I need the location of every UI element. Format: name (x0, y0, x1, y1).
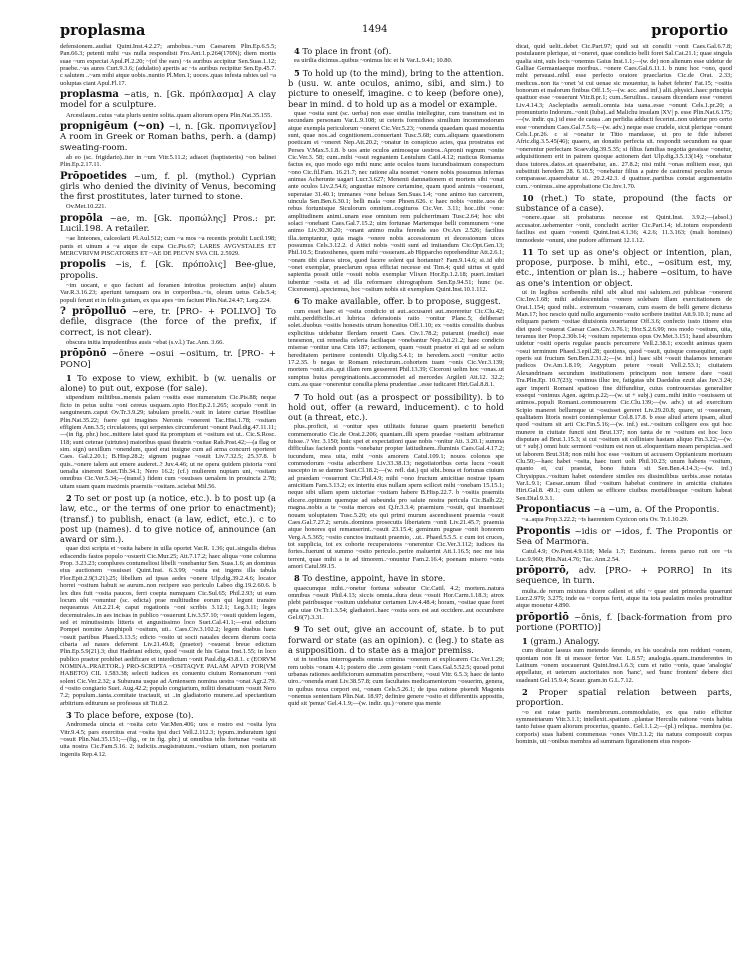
sense-text: To hold out (as a prospect or possibility). b to hold out, offer (a reward, inducement). c to hold out (a threat, etc.). (288, 391, 504, 423)
sense-7 (288, 392, 504, 423)
sense-11 (516, 247, 732, 288)
definition: ~ōnere ~osui ~ositum, tr. [PRO- + PONO] (60, 349, 276, 370)
sense-number: 7 (294, 391, 300, 402)
sense-number: 6 (294, 296, 300, 307)
definition: ~a ~um, a. Of the Propontis. (590, 505, 720, 515)
citations: multa..de rerum mixtura dicere callent et sibi ~ quae sint primordia quaerunt Lucr.2.979; 3.275; inde ea ~ corpus ferit, atque ita tota paulatim moles protruditur atque mouetur 4.890. (516, 587, 732, 610)
headword: Propontiacus (516, 504, 591, 515)
definition: ~ere, tr. [PRO- + POLLVO] To defile, disgrace (the force of the prefix, if correct, is not clear). (60, 307, 276, 338)
sense-number: 8 (294, 573, 300, 584)
citations: quae dixi scripta et ~osita habere in uilla oportet Var.R. 1.36; qui..singulis diebus ediscendis fastos populo ~osuerit Cic.Mur.25; Att.7.17.2; haec aliqua ~one columna Prop. 3.23.23; complures contumeliosi libelli ~onebantur Sen. Suas.1.6; an dominus eius auctionem ~osuisset Quint.Inst. 6.3.99; ~osita est ingens illa tabula Flor.Epit.2.9(3.21).25; libellum ad ipsas aedes ~onere Ulp.dig.39.2.4.6; locator horrei ~ositum habuit se aurum..non recipere suo periculo Labeo dig.19.2.60.6. b lex dies fuit ~osita paucos, ferri coepta numquam Cic.Sul.65; Phil.2.93; ut eum locum ubi ~onuntur (sc. edicta) prae multitudine eorum qui legunt transire nequeamus Att.2.21.4; caput rogationis ~oni scribis 3.12.1; Leg.3.11; leges decemuirales..in aes incisas in publico ~osuerunt Liv.3.57.10; ~osuit quidem legem, sed et minutissimis litteris et angustissimo loco Suet.Cal.41.1;—erat edictum Pompei nomine Amphipoli ~ositum, uti.. Caes.Civ.3.102.2; legem duabus hanc ~osuit partibus Phaed.3.13.5; edicto ~osito ut socii nauales decem dierum cocta cibaria ad naues deferrent Liv.21.49.8; (praetor) ~osuerat breue edictum Plin.Ep.5.9(21).3; diui Hadriani edicto, quod ~osuit de his Gaius Inst.1.55; in loco publico praetor prohibet aedificare et interdictum ~onit Paul.dig.43.8.1. c (EORVM NOMINA..PRAETOR..) PRO-SCRIPTA ~OSITAQVE PALAM APVD FOR(VM HABETO) CIL 1.583.38; selecti iudices ex conuentu ciuium Romanorum ~oni solent Cic.Ver.2.32; a Suburana usque ad Arniensem nomina uestra ~onat Agr.2.79. d ~osito congiario Suet. Aug.42.2; populo congiarium, militi donatiuum ~osuit Nero 7.2; populum..tanta..comitate tractauit, ut ..in gladiatorio munere..ad spectantium arbitrium editurum se professus sit Tit.8.2. (60, 545, 276, 707)
sense-1 (516, 636, 732, 646)
sense-number: 9 (294, 624, 300, 635)
sense-number: 3 (66, 710, 72, 720)
sense-text: To place in front (of). (299, 46, 392, 56)
entry-propontis (516, 527, 732, 548)
entry-propolluo (60, 307, 276, 338)
sense-number: 1 (522, 636, 528, 647)
sense-10 (516, 193, 732, 214)
definition: ~idis or ~idos, f. The Propontis or Sea of Marmora. (516, 526, 732, 547)
definition: ~i, n. [Gk. προπνιγεῖον] A room in Greek or Roman baths, perh. a (damp) sweating-room. (60, 122, 277, 153)
sense-3 (60, 710, 276, 720)
citations: ~a..aqua Prop.3.22.2; ~is haerentem Cyzicon oris Ov. Tr.1.10.29. (522, 516, 689, 524)
dictionary-columns (60, 43, 732, 761)
sense-number: 11 (522, 246, 534, 257)
running-head (0, 20, 750, 42)
definition: ~um, f. pl. (mythol.) Cyprian girls who denied the divinity of Venus, becoming the first prostitutes, later turned to stone. (60, 171, 276, 203)
sense-1 (60, 373, 276, 394)
entry-proplasma (60, 90, 276, 111)
citations: plus..proficit, si ~onitur spes utilitatis futurae quam praeteriti beneficii commemoratio Cic.de Orat.2.206; quantam..illi spem praedae ~ositam arbitramur fuisse..? Ver. 3.150; huic spei et expectationi quae nobis ~onitur Att. 3.20.1; summa difficultas faciendi pontis ~onebatur propter latitudinem..fluminis Caes.Gal.4.17.2; iucundum, mea uita, mihi ~onis amorem Catul.109.1; nouos colonos spe commodorum ~osita adscribere Liv.33.38.13; negotiatoribus certa lucra ~osuit suscepto in se damno Suet.Cl.18.2;—(w. refl. dat.) qui sibi..bona et fortunas ciuium ad praedam ~osuerunt Cic.Phil.4.9; mihi ~ono fructum amicitiae nostrae ipsam amicitiam Fam.3.13.2; ex interitu eius nullam spem scilicet mihi ~onebam 15.15.1; neque sibi ullam spem uictoriae ~ositam habere B.Hisp.22.7. b ~ositis praemiis elicere..optimum quemque ad subeunda pro salute nostra pericula Cic.Balb.22; magna..nobis a te ~osita merces est Q.fr.3.3.4; praemium ~osuit, qui inuenisset nouam uoluptatem Tusc.5.20; eis qui primi murum ascendissent praemia ~osuit Caes.Gal.7.27.2; seruis..dominos prosecutis libertatem ~onit Liv.21.45.7; praemia atque honores qui remanserint..~osuit 23.15.4; geminum pugnae ~onit honorem Verg.A.5.365; ~osito cunctos inuitauit praemio, ..ut.. Phaed.5.5.5. c cum tot cruces, tot supplicia, tot ex cohorte recuperatores ~onerentur Cic.Ver.3.112; iudices ita fortes..fuerunt ut summo ~osito periculo..perire maluerint Att.1.16.5; nec me ista terrent, quae mihi a te ad timorem..~onuntur Fam.2.16.4; poenam misero ~onis amori Catul.99.15. (288, 423, 504, 570)
headword: ? prōpolluō (60, 306, 127, 318)
citations: ut in legibus scribendis nihil sibi aliud nisi salutem..rei publicae ~onerent Cic.Inv.1.68; mihi adulescentulus ~onere solebam illam exercitationem de Orat.1.154; quod mihi.. extremum ~osueram, cum essem de belli genere dicturus Man.17; hoc nescio quid nullo argumento ~osito scribere institui Att.9.10.1; nunc ad reliquam partem ~ositae diuisionis reuertamur Off.3.6; confecto iusto itinere eius diei quod ~osuerat Caesar Caes.Civ.3.76.1; Hor.S.2.6.99; nos modo ~ositum, uita, teramus iter Prop.2.30b.14; ~ositum repetemus opus Ov.Met.3.151; haud absurdum uidetur ~ositi operis regulae paucis percurrere Vell.2.38.1; excedit animus quem ~osui terminum Phaed.3.epil.28; quotiens, quod ~osuit, quisque consequitur, capit operis sui fructum Sen.Ben.2.31.2;—(w. inf.) haec sibi ~osuit thalamos temerare pudicos Ov.Am.1.8.19; Aegyptum petere ~osuit Vell.2.53.1; ciuitatem Alexandrinam secundum institutionem principum non temere dare ~osui Tra.Plin.Ep. 10.7(23); ~onimus illuc ire, fatigatas ubi Daedalus ezuit alas Juv.3.24; ager imperii Romani spatioso fine diffunditur, cuius controuersias generaliter exsequi ~onimus Agen. agrim.p.22;—(w. ut + subj.) cum..mihi initio ~osuissem ut animos..populi Romani..commouerem Cic.Clu.139;—(w. adv.) ut ad exercitum Scipio maneret bellumque ut ~osuisset gereret Liv.29.20.8; quare, ut ~osueram, qualitatem litoris nostri contemplemur Col.8.17.8. b esse aliud artem ipsam, aliud quod ~ositum sit arti Cic.Fin.5.16;—(w. inf.) est..~ositum colligere eos qui hoc munere in ciuitate functi sint Brut.137; non tanta de re ~ositum est hoc loco disputare ad Brut.1.15.3; si cui ~ositum sit colliniare hastam aliquo Fin.3.22;—(w. ut + subj.) omni huic sermoni ~ositum est non ut..eloquentiam meam perspicias..sed ut laborem Brut.318; non mihi hoc esse ~ositum ut accusem Oppianicum mortuum Clu.50;—haec habet ~osita, haec tueri uolt Phil.10.23; unum habens ~ositum, quanto ei, cui praestat, bono futura sit Sen.Ben.4.14.3;—(w. inf.) Chrysippus..~ositum habet ostendere similes res dissimilibus uerbis..esse notatas Var.L.9.1; Caesar..unum illud ~ositum habebat continere in amicitia ciuitates Hirt.Gal.8. 49.1; cum utilem se efficere ciuibus mortalibusque ~ositum habeat Sen.Dial.9.3.1. (516, 289, 732, 502)
citations-carryover: defensionem..audiat Quint.Inst.4.2.27; ambobus..~um Caesarem Plin.Ep.6.5.5; Pan.66.3; petenti mihi ~us nulla respondisti Fro.Ant.1.p.264(170N); diem mortis suae ~um expectat Apul.Pl.2.20; ~(of the ears) ~is auribus accipitur Sen.Suas.1.12; praebe..~as aures Curt.9.3.6; (adulatio) apertis ac ~is auribus recipitur Sen.Ep.45.7. c salutem ..~am mihi atque uobis..nuntio Pl.Men.1; uoces..quas infesta rabies uel ~a uoluptas ciant Apul.Fl.17. (60, 43, 276, 87)
guide-word-right: proportio (651, 22, 728, 39)
sense-text: Proper spatial relation between parts, proportion. (516, 687, 732, 708)
citations: ~onere..quae sit probaturus necesse est Quint.Inst. 3.9.2;—(absol.) accusator..uehementer ~onit, concludit acriter Cic.Part.14; id..totum respondenti facilius est quam ~onenti Quint.Inst.4.1.36; 4.2.6; 11.3.163; (mali homines) immodeste ~onunt, sine pudore affirmant 12.1.12. (516, 214, 732, 244)
headword: proplasma (60, 89, 119, 101)
sense-number: 1 (66, 372, 72, 383)
headword: Prōpoetides (60, 170, 127, 182)
definition: ~is, f. [Gk. πρόπολις] Bee-glue, propolis. (60, 260, 276, 281)
page-number: 1494 (362, 24, 388, 35)
sense-5 (288, 68, 504, 109)
sense-2 (60, 493, 276, 544)
sense-2 (516, 687, 732, 708)
sense-4 (288, 46, 504, 56)
sense-text: To place before, expose (to). (71, 710, 194, 720)
sense-text: (gram.) Analogy. (527, 636, 600, 647)
sense-8 (288, 573, 504, 583)
headword: prōporrō, (516, 564, 570, 576)
sense-text: To set up as one's object or intention, plan, propose, purpose. b mihi, etc., ~ositum est, my, etc., intention or plan is..; habere ~ositum, to have as one's intention or object. (516, 246, 732, 288)
citations: ea uirilia dicimus..quibus ~onimus hic et hi Var.L.9.41; 10.80. (294, 57, 453, 65)
definition: ~atis, n. [Gk. πρόπλασμα] A clay model for a sculpture. (60, 90, 276, 111)
citations: Andromeda uincta et ~osita ceto Var.Men.406; uos e rostro est ~osita lyra Vitr.9.4.5; pars exercitus erat ~osita ipsi duci Vell.2.112.3; typum..induratum igni ~osuit Plin.Nat.35.151;—(fig., or in fig. phr.) ut omnibus telis fortunae ~osita sit uita nostra Cic.Fam.5.16. 2; iudiciis..magistratuum..~ositam uitam, non poetarum ingeniis Rep.4.12. (60, 721, 276, 758)
sense-number: 5 (294, 67, 300, 78)
citations: quaecumque mihi..~onetur fortuna subeatur Cic.Catil. 4.2; mortem..natura omnibus ~osuit Phil.4.13; siccis omnia..dura deus ~osuit Hor.Carm.1.18.3; atrox plebi patribusque ~ositum uidebatur certamen Liv.4.48.4; horam, ~ositae quae foret apta uiae Ov.Tr.1.3.54; gladiatori..haec ~osita sors est aut occidere..aut occumbere Gel.6(7).3.31. (288, 584, 504, 621)
headword: Propontis (516, 525, 571, 537)
definition: ~ōnis, f. [back-formation from pro portione (PORTIO)] (516, 612, 732, 633)
sense-text: (rhet.) To state, propound (the facts or substance of a case). (516, 192, 732, 214)
citations: Arcesilaum..cuius ~ata pluris uenire solita..quam aliorum opera Plin.Nat.35.155. (66, 111, 272, 119)
citations: ~o est ratae partis membrorum..commodulatio, ex qua ratio efficitur symmetriarum Vitr.3.1.1; intellexit..spatium ..plantae Herculis ratione ~onis habita tanto fuisse quam aliorum procerius, quanto.. Gel.1.1.2;—(pl.) reliqua.. membra (sc. corporis) suas habent commensus ~ones Vitr.3.1.2; ita natura composuit corpus hominis, uti ~onibus membra ad summam figurationem eius respon- (516, 708, 732, 746)
column-3 (516, 43, 732, 761)
citations: ~ae linteones, calceolarii Pl.Aul.512; cum ~a mos ~a recentis protulit Lucil.198; panis et uinum a ~a atque de cupa Cic.Pis.67; LARES AVGVSTALES ET MERCVRIVM PISCATORES ET ~AE DE PECVN SVA CIL 2.5929. (60, 235, 276, 258)
sense-number: 2 (522, 687, 528, 698)
sense-number: 2 (66, 492, 72, 503)
headword: propnigēum (~on) (60, 121, 165, 132)
sense-text: To hold up (to the mind), bring to the attention. b (usu. w. ante oculos, animo, sibi, and sim.) to picture to oneself, imagine. c to keep (before one), bear in mind. d to hold up as a model or example. (288, 67, 504, 109)
citations-carryover: dicat, quid uelit..debet Cic.Part.97; quid sui sit consilii ~onit Caes.Gal.6.7.8; postulauere plerique, ut ~oneret, quae condicio belli foret Sal.Cat.21.1; quae singula qualia sint, suis locis ~onemus Gaius Inst.1.1;—(w. de) non alienum esse uidetur de Galliae Germaniaeque moribus.. ~onere Caes.Gal.6.11.1. b nunc hoc ~ono, quod mihi persuasi..nihil esse perfecto oratore praeclarius Cic.de Orat. 2.33; medicus..non ita ~onet 'si cui uenae sic mouentur, is habet febrim' Fat.15; ~ositis bonorum et malorum finibus Off.1.5;—(w. acc. and inf.) alii..physici..haec principia quattuor esse ~osuerunt Vitr.8.pr.1; cum..Seruilius.. causam dicendam esse ~oneret Liv.4.14.3; Asclepiadis aemuli..omnia ista uana..esse ~onunt Cels.1.pr.20; a promunturio Indorum..~onit (Iuba)..ad Malichu insulam |XV| p. esse Plin.Nat.6.175;—(w. indir. qu.) id esse de causa ..an perfidia adducti fecerint..non uidetur pro certo esse ~onendum Caes.Gal.7.5.6;—(w. adv.) neque esse crudele, sicut plerique ~onunt Cels.1.pr.26. c si ~onatur te Titio mandasse, ut pro te fide iuberet Afric.dig.3.5.45(46); quaero, an donatio perfecta sit. respondit secundum ea quae ~onerentur perfectam Scaev.dig.39.5.35; si filius familias negotia gessisse ~onetur, adquisitionem erit in patrem quoque actionem dari Ulp.dig.3.5.13(14); ~onebatur duos tutores..datos..et quaerebatur, an.. 27.8.2; nisi mihi ~onas militem esse, qui substituit heredem 28. 6.10.5; ~onebatur filius a patre de castrensi peculio seruos comparasse..quaerebatur si.. 29.2.42.3. d quattuor..partibus constat argumentatio cum..~onimus..sine approbatione Cic.Inv.1.70. (516, 43, 732, 190)
sense-text: To make available, offer. b to propose, suggest. (299, 296, 501, 307)
sense-text: To destine, appoint, have in store. (299, 573, 446, 584)
headword: propolis (60, 259, 106, 271)
headword: prōpōnō (60, 348, 107, 360)
citations: ut in testibus interrogandis omnia crimina ~onerem et explicarem Cic.Ver.1.29; rem uobis ~onam 4.1; postero die ..rem gestam ~onit Caes.Gal.5.52.5; quoad potui urbanas rationes aedificiorum summatim perscribere, ~osui Vitr. 6.5.3; haec de tanto uiro..~onenda erant Liv.38.57.8; cum facultates medicamentorum ~osuerim, genera, in quibus noxa corpori est, ~onam Cels.5.26.1; de ipsa ratione pisendi Magonis ~onemus sententiam Plin.Nat. 18.97; definire genere ~osito et differentiis appositis, quid sit 'penus' Gel.4.1.9;—(w. indir. qu.) ~onere qua mente (288, 656, 504, 708)
definition: adv. [PRO- + PORRO] In its sequence, in turn. (516, 565, 732, 587)
citations: quae ~osita sunt (sc. uerba) non esse similia intellegitur, cum transitum est in secundam personam Var.L.9.108; ut ceteris formidines similium incommodorum atque exempla periculorum ~oneret Cic.Ver.5.23; ~onenda quaedam quasi mouentia sunt, quae nos..ad cognitionem..conuertant Tusc.5.68; cum..aliquam quaestionem poeticam ei ~oneret Nep.Att.20.2; ~onatur in conspicuo acies, qua prostratus est Perses V.Max.5.1.8. b uos ante oculos animosque uestros..Apronii regnum ~onite Cic.Ver.3. 58; cum..mihi ~osui regnantem Lentulum Catil.4.12; rusticus Romanus factus es, quo modo ego mihi nunc ante oculos tuum iucundissimum conspectum ~ono Cic.fil.Fam. 16.21.7; nec ratione alia nosmet ~onere nobis possumus infernas animas Acherunte uagari Lucr.3.627; Menenii damnationem et mortem sibi ~onat ante oculos Liv.2.54.6; angustiae minore certamine, quam quod animis ~osuerant, superatae 31.40.1; immanes ~one beluas Sen.Suas.1.4; ~one animo tuo carcerem, uincula Sen.Ben.6.30.1; belli mala ~one Phoen.626. c haec nobis ~onite..uos de rebus fortunisque Siculorum omnium..cogituros Cic.Ver. 3.11; hoc..tibi ~one: amplitudinem animi..unam esse omnium rem pulcherrimam Tusc.2.64; hoc sibi solaci ~onebant Caes.Gal.7.15.2; uim fortunae Martemque belli communem ~one animo Liv.30.30.20; ~onant animo multa ferenda suo Ov.Ars 2.526; facilius illa..temptantur, quia magis ~onere nobis accessionum et decessionum uices possumus Cels.3.12.2. d Attici nobis ~ositi sunt ad imitandum Cic.Opt.Gen.13; Phil.10.5; Eratosthenes, quem mihi ~osueram..ab Hipparcho reprehenditur Att.2.6.1; ~onam tibi claros uiros, quod facere solent qui hortantur? Fam.9.14.6; si..id sibi ~onet exemplar, praeclarum opus efficiat necesse est Tim.4; quid uirtus et quid sapientia possit utile ~osuit nobis exemplar Vlixen Hor.Ep.1.2.18; pueri..imitari iubentur ~osita et ad illa reformare chirographum Sen.Ep.94.51; hunc (sc. Ciceronem)..spectemus, hoc ~ositum nobis sit exemplum Quint.Inst.10.1.112. (288, 109, 504, 294)
sense-number: 4 (294, 46, 300, 56)
citations: stipendium militibus..mensis palam ~ositis esse numeratum Cic.Pis.88; neque ficto in peius uultu ~oni cereus usquam..opto Hor.Ep.2.1.265; scopulo ~onit in sanguineum..caput Ov.Tr.3.9.29; tabulam proelii..~suit in latere curiae Hostiliae Plin.Nat.35.22; fuere qui imagines Neronis ~onerent Tac.Hist.1.78; ~ositam effigiem Ann.3.5; circulatores, qui serpentes circumferunt ~onunt Paul.dig.47.11.11;—(in fig. phr.) hoc..mittere latet quod ita promptum et ~ositum est ut.. Cic.S.Rosc. 118; sunt ceterae (uirtutes) maioribus quasi theatris ~ositae Rab.Post.42;—(a flag or sim. sign) uexillum ~onendum, quod erat insigne cum ad arma concurri oporteret Caes. Gal.2.20.1; B.Hisp.28.2; signum pugnae ~osuit Liv.7.32.5; 25.37.8. b quis..~onere talem aut emere auderet..? Juv.4.46; ut ne opera quidem pistoria ~oni uenalia sinerent Suet.Tib.34.1; Nero 16.2; (cf.) mulierem nuptam uni, ~ositam omnibus Cic.Ver.5.34;—(transf.) fidem cum ~osuisses uenalem in prouincia 2.78; uitam suam quam maximis praemiis ~ositam..sciebat Mil.56. (60, 394, 276, 490)
headword: prōportiō (516, 611, 569, 623)
citations: cum dicatur lassus sum metendo ferendo, ex his uocabula non reddunt ~onem, quoniam non fit ut messor fertor Var. L.8.57; analogia..quam..transferentes in Latinum ~onem uocauerunt Quint.Inst.1.6.3; cum et ratio ~onis, quae 'analogia' appellatur, et ueterum auctoritates non 'hanc', sed 'hunc frontem' debere dici suadeant Gel.15.9.4; Scaur. gram.in G.L.7.12. (516, 647, 732, 684)
sense-number: 10 (522, 192, 534, 203)
column-2 (288, 43, 504, 761)
sense-text: To set or post up (a notice, etc.). b to post up (a law, etc., or the terms of one prior to enactment); (transf.) to publish, enact (a law, edict, etc.). c to post up (names). d to give notice of, announce (an award or sim.). (60, 492, 276, 545)
sense-text: To expose to view, exhibit. b (w. uenalis or alone) to put out, expose (for sale). (60, 372, 276, 394)
citations: obscura initia impudentibus ausis ~ebat (s.v.l.) Tac.Ann. 3.66. (66, 338, 224, 346)
guide-word-left: proplasma (60, 22, 146, 39)
entry-propoetides (60, 172, 276, 203)
headword: propōla (60, 212, 103, 224)
citations: cum esset haec ei ~osita condicio ut aut..accusaret aut..moreretur Cic.Clu.42; mihi..perdifficilis..et lubrica defensionis ratio ~onitur Planc.5; deliberari solet..duobus ~ositis honestis utrum honestius Off.1.10; ex ~ositis consiliis duobus explicitius uidebatur Ilerdam reuerti Caes. Civ.1.78.2; putarunt (medici) esse tenesmon, cui remedia celeria faciliaque ~onebantur Nep.Att.21.2; haec condicio miserae ~onitur una Ciris 187; actionem, quam ~osuit praetor ei qui ad se solum hereditatem pertinere contendit Ulp.dig.5.4.1; in heredem..socii ~onitur actio 17.2.35. b negas te Romam reiecturum..cohortem tuam ~onis Cic.Ver.3.139; mortem ~onit..eis..qui illam rem gesserent Phil.13.39; Ciceroni uelim hoc ~onas..ut sumptus huius peregrinationis..accommodet ad mercedes Argileti Att.12. 32.2; cum..ea quae ~onerentur consilia plena prudentiae ..esse iudicaret Hirt.Gal.8.8.1. (288, 307, 504, 389)
entry-propnigeum (60, 122, 276, 153)
entry-propono (60, 349, 276, 370)
citations: ~im uocant, e quo faciunt ad foramen introitus protectum an(te) aluum Var.R.3.16.23; aperiunt tamquam ora in corporibus..~is, oleum uetus Cels.5.4; populi ferunt et in foliis guttam, ex qua apes ~im faciunt Plin.Nat.24.47; Larg.224. (60, 282, 276, 304)
entry-proporro (516, 566, 732, 587)
entry-proportio (516, 613, 732, 634)
definition: ~ae, m. [Gk. προπώλης] Pros.: pr. Lucil.198. A retailer. (60, 213, 276, 235)
entry-propola (60, 214, 276, 235)
sense-text: To set out, give an account of, state. b to put forward or state (as an opinion). c (leg.) to state as a supposition. d to state as a major premiss. (288, 624, 504, 655)
column-1 (60, 43, 276, 761)
sense-9 (288, 624, 504, 655)
entry-propolis (60, 260, 276, 281)
citations: Ov.Met.10.221. (66, 203, 107, 211)
citations: Catul.4.9; Ov.Pont.4.9.118; Mela 1.7; Euxinum.. ferens paruo ruit ore ~is Luc.9.960; Plin.Nat.4.76; Tac. Ann.2.54. (516, 548, 732, 563)
sense-6 (288, 296, 504, 306)
citations: ab eo (sc. frigidario)..iter in ~um Vitr.5.11.2; adiacet (baptisteriis) ~on balinei Plin.Ep.2.17.11. (60, 153, 276, 169)
entry-propontiacus (516, 505, 732, 515)
